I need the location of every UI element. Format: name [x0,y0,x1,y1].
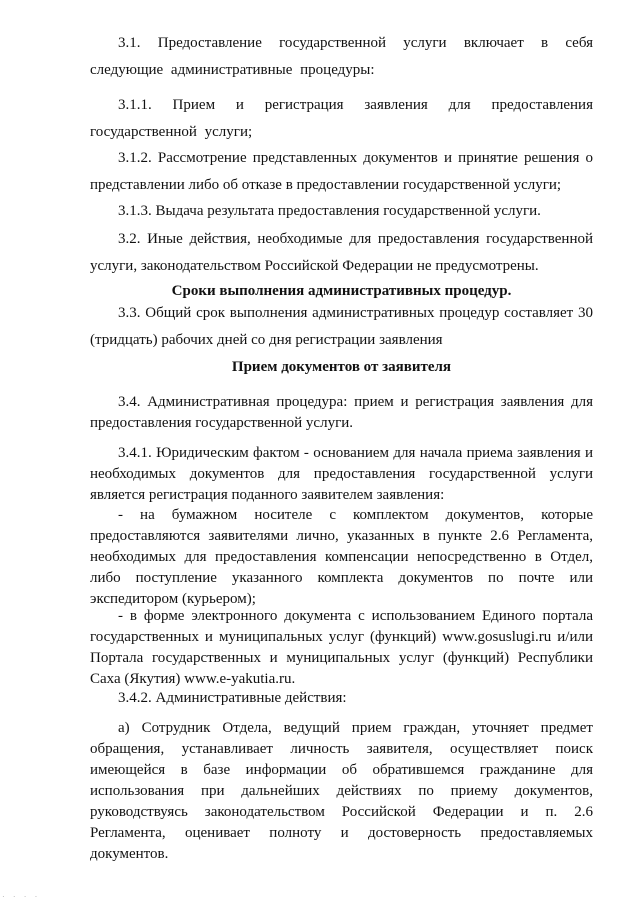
paragraph-3-2: 3.2. Иные действия, необходимые для предоставления государственной услуги, законодательством Российской Федерации не предусмотрены. [90,231,593,274]
paragraph-3-1-2: 3.1.2. Рассмотрение представленных документов и принятие решения о представлении либо об отказе в предоставлении государственной услуги; [90,150,593,193]
paragraph-3-4-2: 3.4.2. Административные действия: [118,690,347,706]
paragraph-3-1-1: 3.1.1. Прием и регистрация заявления для предоставления государственной услуги; [90,97,593,140]
paragraph-3-1-3: 3.1.3. Выдача результата предоставления государственной услуги. [118,203,541,219]
paragraph-3-1: 3.1. Предоставление государственной услуги включает в себя следующие административные процедуры: [90,35,593,78]
paragraph-3-4: 3.4. Административная процедура: прием и регистрация заявления для предоставления государственной услуги. [90,394,593,431]
paragraph-3-3: 3.3. Общий срок выполнения административных процедур составляет 30 (тридцать) рабочих дней со дня регистрации заявления [90,305,593,348]
scan-edge-mark: · · · · [2,892,41,901]
paragraph-electronic-submission: - в форме электронного документа с использованием Единого портала государственных и муниципальных услуг (функций) www.gosuslugi.ru и/или Портала государственных и муниципальных услуг (функций) Республики Саха (Якутия) www.e-yakutia.ru. [90,608,593,687]
paragraph-3-4-1: 3.4.1. Юридическим фактом - основанием для начала приема заявления и необходимых документов для предоставления государственной услуги является регистрация поданного заявителем заявления: [90,445,593,503]
section-heading-reception: Прием документов от заявителя [231,359,452,375]
paragraph-paper-submission: - на бумажном носителе с комплектом документов, которые предоставляются заявителями лично, указанных в пункте 2.6 Регламента, необходимых для предоставления компенсации непосредственно в Отдел, либо поступление указанного комплекта документов по почте или экспедитором (курьером); [90,507,593,607]
paragraph-action-a: а) Сотрудник Отдела, ведущий прием граждан, уточняет предмет обращения, устанавливает личность заявителя, осуществляет поиск имеющейся в базе информации об обратившемся гражданине для использования при дальнейших действиях по приему документов, руководствуясь законодательством Российской Федерации и п. 2.6 Регламента, оценивает полноту и достоверность предоставляемых документов. [90,720,593,862]
section-heading-deadlines: Сроки выполнения административных процедур. [171,283,512,299]
